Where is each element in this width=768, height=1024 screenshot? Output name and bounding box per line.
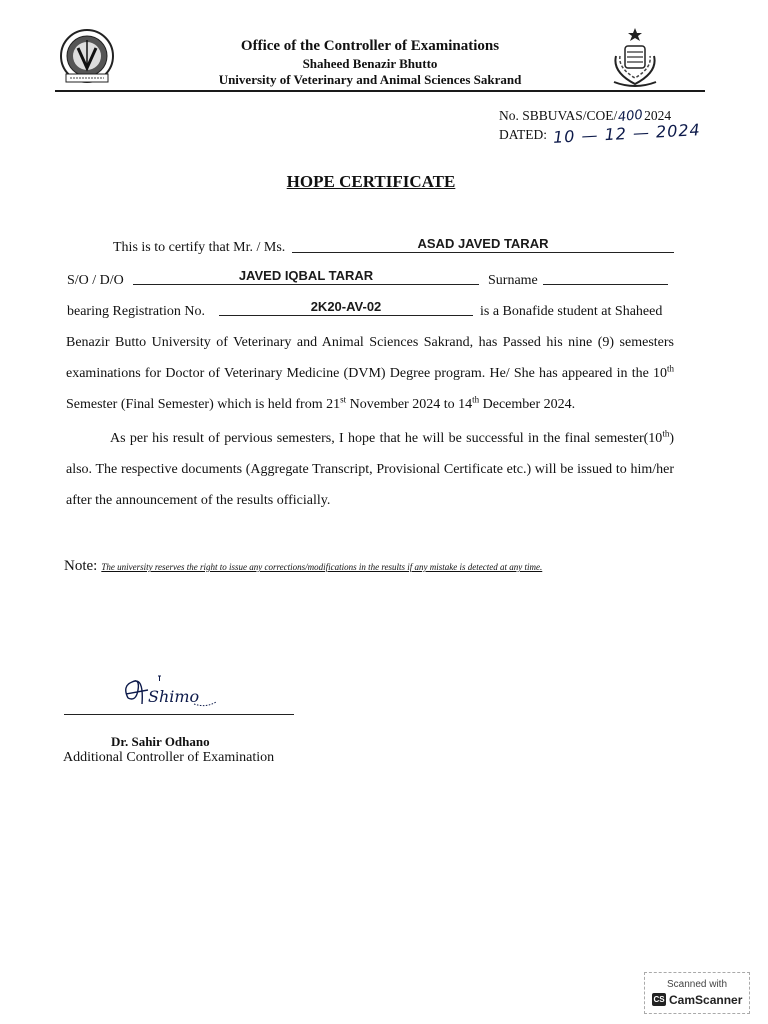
header-divider	[55, 90, 705, 92]
signatory-title: Additional Controller of Examination	[63, 750, 275, 765]
university-name-line: Shaheed Benazir Bhutto	[302, 56, 438, 71]
certify-label: This is to certify that Mr. / Ms.	[113, 240, 286, 255]
university-name: University of Veterinary and Animal Sciences Sakrand	[218, 72, 522, 87]
camscanner-name: CamScanner	[669, 993, 743, 1007]
camscanner-logo-icon: CS	[653, 995, 665, 1004]
registration-after-text: is a Bonafide student at Shaheed	[480, 304, 663, 319]
surname-label: Surname	[488, 273, 538, 288]
dated-handwritten-value: 10 — 12 — 2024	[552, 120, 702, 147]
svg-text:Shimo: Shimo	[148, 687, 200, 706]
registration-number-field: 2K20-AV-02	[219, 299, 473, 316]
signatory-name: Dr. Sahir Odhano	[111, 734, 210, 749]
student-name-field: ASAD JAVED TARAR	[292, 236, 674, 253]
certificate-paragraph-2: As per his result of pervious semesters, I hope that he will be successful in the final semester(10th) also. The respective documents (Aggregate Transcript, Provisional Certificate etc.) will be issued to him/her after the announcement of the results officially.	[66, 428, 674, 508]
office-title: Office of the Controller of Examinations	[240, 38, 500, 54]
reference-date	[499, 120, 702, 147]
handwritten-signature	[118, 668, 228, 712]
note-text: The university reserves the right to issue any corrections/modifications in the results if any mistake is detected at any time.	[101, 562, 543, 572]
so-do-label: S/O / D/O	[67, 273, 124, 288]
certificate-paragraph-1: Benazir Butto University of Veterinary and Animal Sciences Sakrand, has Passed his nine (9) semesters examinations for Doctor of Veterinary Medicine (DVM) Degree program. He/ She has appeared in the 10th Semester (Final Semester) which is held from 21st November 2024 to 14th December 2024.	[66, 335, 674, 412]
dated-label: DATED:	[499, 127, 547, 142]
emblem-logo	[606, 26, 664, 90]
scanned-with-label: Scanned with	[666, 979, 728, 990]
surname-field	[543, 268, 668, 285]
reference-suffix: 2024	[644, 108, 672, 123]
registration-label: bearing Registration No.	[67, 304, 206, 319]
reference-prefix: No. SBBUVAS/COE/	[499, 108, 618, 123]
certificate-title: HOPE CERTIFICATE	[286, 172, 456, 191]
reference-handwritten-number: 400	[617, 107, 644, 126]
camscanner-watermark	[644, 972, 750, 1014]
note-label: Note:	[64, 558, 98, 574]
signature-line	[64, 714, 294, 715]
university-logo	[58, 28, 116, 88]
father-name-field: JAVED IQBAL TARAR	[133, 268, 479, 285]
reference-number	[499, 108, 671, 124]
disclaimer-note	[64, 557, 542, 575]
